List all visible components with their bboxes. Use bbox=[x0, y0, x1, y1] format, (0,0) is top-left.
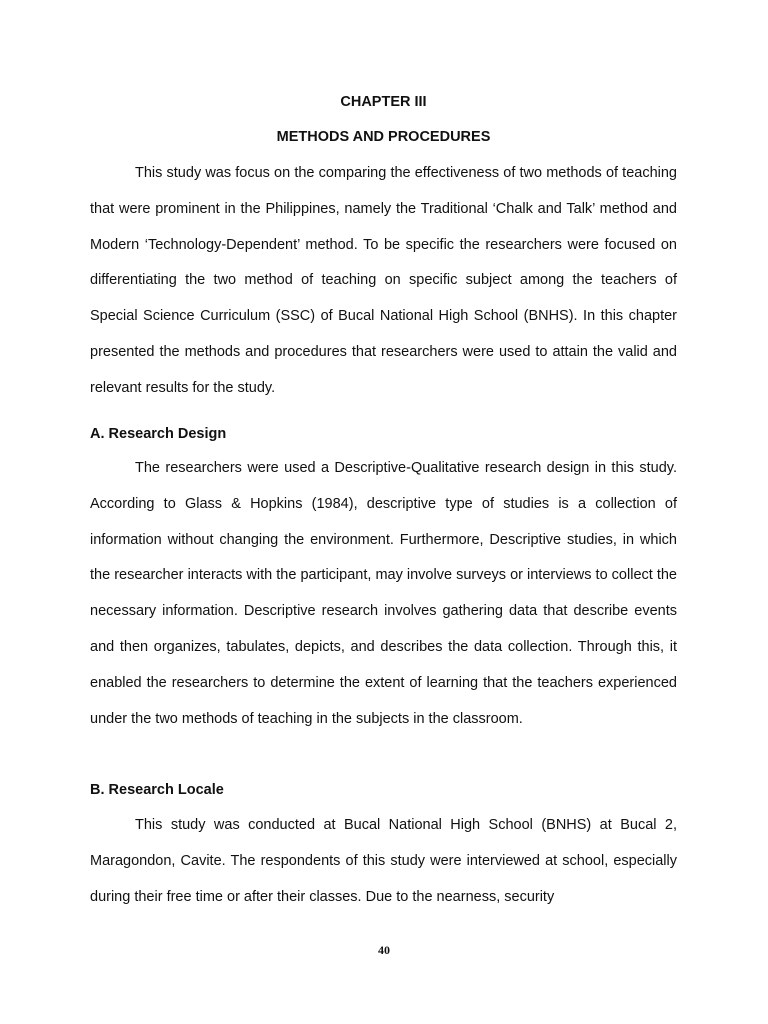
research-design-paragraph: The researchers were used a Descriptive-Qualitative research design in this study. According to Glass & Hopkins (1984), descriptive type of studies is a collection of information without changing the environment. Furthermore, Descriptive studies, in which the researcher interacts with the participant, may involve surveys or interviews to collect the necessary information. Descriptive research involves gathering data that describe events and then organizes, tabulates, depicts, and describes the data collection. Through this, it enabled the researchers to determine the extent of learning that the teachers experienced under the two methods of teaching in the subjects in the classroom. bbox=[90, 460, 677, 727]
chapter-title: METHODS AND PROCEDURES bbox=[276, 129, 491, 145]
chapter-label: CHAPTER III bbox=[340, 94, 427, 110]
page-number: 40 bbox=[378, 943, 390, 957]
section-heading-research-locale: B. Research Locale bbox=[90, 782, 224, 798]
intro-paragraph: This study was focus on the comparing the effectiveness of two methods of teaching that were prominent in the Philippines, namely the Traditional ‘Chalk and Talk’ method and Modern ‘Technology-Dependent’ method. To be specific the researchers were focused on differentiating the two method of teaching on specific subject among the teachers of Special Science Curriculum (SSC) of Bucal National High School (BNHS). In this chapter presented the methods and procedures that researchers were used to attain the valid and relevant results for the study. bbox=[90, 165, 677, 396]
section-heading-research-design: A. Research Design bbox=[90, 426, 227, 442]
research-locale-paragraph: This study was conducted at Bucal National High School (BNHS) at Bucal 2, Maragondon, Cavite. The respondents of this study were interviewed at school, especially during their free time or after their classes. Due to the nearness, security bbox=[90, 817, 677, 905]
